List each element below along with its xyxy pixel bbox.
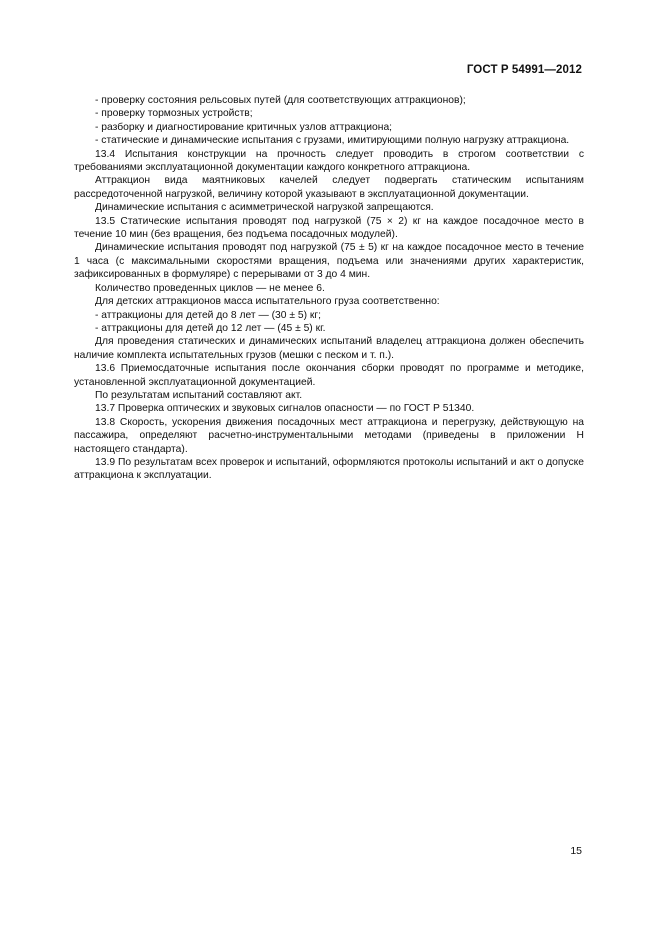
paragraph-test-act: По результатам испытаний составляют акт. bbox=[95, 389, 303, 401]
paragraph-pendulum-swings: Аттракцион вида маятниковых качелей следует подвергать статическим испытаниям рассредоточенной нагрузкой, величину которой указывают в эксплуатационной документации. bbox=[74, 175, 584, 200]
paragraph-cycle-count: Количество проведенных циклов — не менее 6. bbox=[95, 282, 325, 294]
clause-13-9: 13.9 По результатам всех проверок и испытаний, оформляются протоколы испытаний и акт о допуске аттракциона к эксплуатации. bbox=[74, 456, 584, 482]
clause-13-8: 13.8 Скорость, ускорения движения посадочных мест аттракциона и перегрузку, действующую на пассажира, определяют расчетно-инструментальными методами (приведены в приложении Н настоящего стандарта). bbox=[74, 416, 584, 455]
list-item-under-12: - аттракционы для детей до 12 лет — (45 ± 5) кг. bbox=[95, 322, 326, 334]
paragraph-children-load: Для детских аттракционов масса испытательного груза соответственно: bbox=[95, 296, 440, 308]
list-item-disassembly: - разборку и диагностирование критичных узлов аттракциона; bbox=[95, 121, 393, 133]
document-header: ГОСТ Р 54991—2012 bbox=[466, 64, 582, 76]
list-item-under-8: - аттракционы для детей до 8 лет — (30 ± 5) кг; bbox=[95, 309, 321, 321]
page-number: 15 bbox=[570, 845, 582, 857]
list-item-rail-tracks: - проверку состояния рельсовых путей (для соответствующих аттракционов); bbox=[95, 95, 466, 106]
list-item-load-tests: - статические и динамические испытания с грузами, имитирующими полную нагрузку аттракциона. bbox=[95, 135, 570, 147]
paragraph-test-weights: Для проведения статических и динамических испытаний владелец аттракциона должен обеспечить наличие комплекта испытательных грузов (мешки с песком и т. п.). bbox=[74, 336, 584, 361]
clause-13-5: 13.5 Статические испытания проводят под нагрузкой (75 × 2) кг на каждое посадочное место в течение 10 мин (без вращения, без подъема посадочных модулей). bbox=[74, 215, 584, 241]
clause-13-6: 13.6 Приемосдаточные испытания после окончания сборки проводят по программе и методике, установленной эксплуатационной документацией. bbox=[74, 363, 584, 388]
clause-13-7: 13.7 Проверка оптических и звуковых сигналов опасности — по ГОСТ Р 51340. bbox=[95, 403, 475, 415]
clause-13-4: 13.4 Испытания конструкции на прочность следует проводить в строгом соответствии с требованиями эксплуатационной документации каждого конкретного аттракциона. bbox=[74, 148, 584, 174]
paragraph-dynamic-tests: Динамические испытания проводят под нагрузкой (75 ± 5) кг на каждое посадочное место в течение 1 часа (с максимальными скоростями вращения, подъема или значениями других характеристик, зафиксированных в формуляре) с перерывами от 3 до 4 мин. bbox=[74, 242, 584, 281]
document-body bbox=[74, 94, 584, 483]
list-item-brakes: - проверку тормозных устройств; bbox=[95, 108, 253, 120]
paragraph-asymmetric-prohibited: Динамические испытания с асимметрической нагрузкой запрещаются. bbox=[95, 202, 434, 214]
